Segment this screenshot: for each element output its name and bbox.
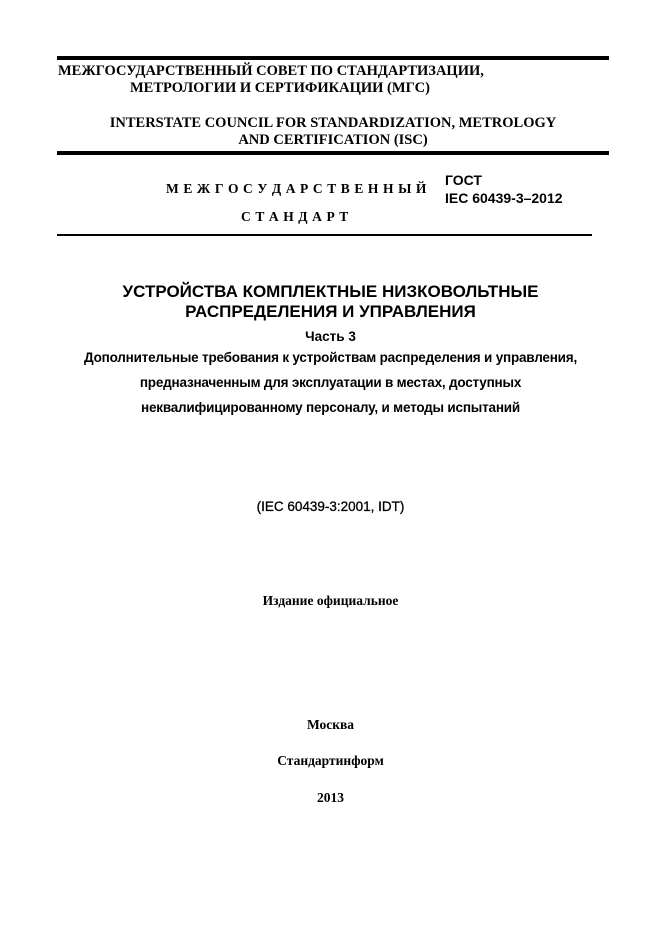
imprint-city: Москва (306, 717, 355, 732)
council-ru-line1: МЕЖГОСУДАРСТВЕННЫЙ СОВЕТ ПО СТАНДАРТИЗАЦИИ, (58, 63, 484, 79)
standard-rule (57, 234, 592, 236)
title-line1: УСТРОЙСТВА КОМПЛЕКТНЫЕ НИЗКОВОЛЬТНЫЕ (122, 282, 539, 301)
subtitle-line1: Дополнительные требования к устройствам распределения и управления, (83, 350, 578, 365)
standard-code-line1: ГОСТ (445, 172, 482, 188)
edition-label: Издание официальное (262, 593, 399, 608)
council-ru-line2: МЕТРОЛОГИИ И СЕРТИФИКАЦИИ (МГС) (130, 80, 430, 96)
imprint-year: 2013 (317, 790, 344, 805)
top-rule (57, 56, 609, 60)
standard-code-line2: IEC 60439-3–2012 (445, 190, 563, 206)
standard-label-line1: М Е Ж Г О С У Д А Р С Т В Е Н Н Ы Й (166, 181, 428, 196)
council-en-line1: INTERSTATE COUNCIL FOR STANDARDIZATION, METROLOGY (109, 115, 557, 131)
iec-reference: (IEC 60439-3:2001, IDT) (256, 499, 405, 514)
subtitle-line3: неквалифицированному персоналу, и методы испытаний (141, 400, 520, 415)
imprint-publisher: Стандартинформ (277, 753, 384, 768)
header-rule (57, 151, 609, 155)
subtitle-line2: предназначенным для эксплуатации в местах, доступных (139, 375, 522, 390)
standard-label-line2: С Т А Н Д А Р Т (241, 209, 349, 224)
title-line2: РАСПРЕДЕЛЕНИЯ И УПРАВЛЕНИЯ (185, 302, 476, 321)
part-label: Часть 3 (305, 329, 356, 344)
council-en-line2: AND CERTIFICATION (ISC) (238, 132, 428, 148)
